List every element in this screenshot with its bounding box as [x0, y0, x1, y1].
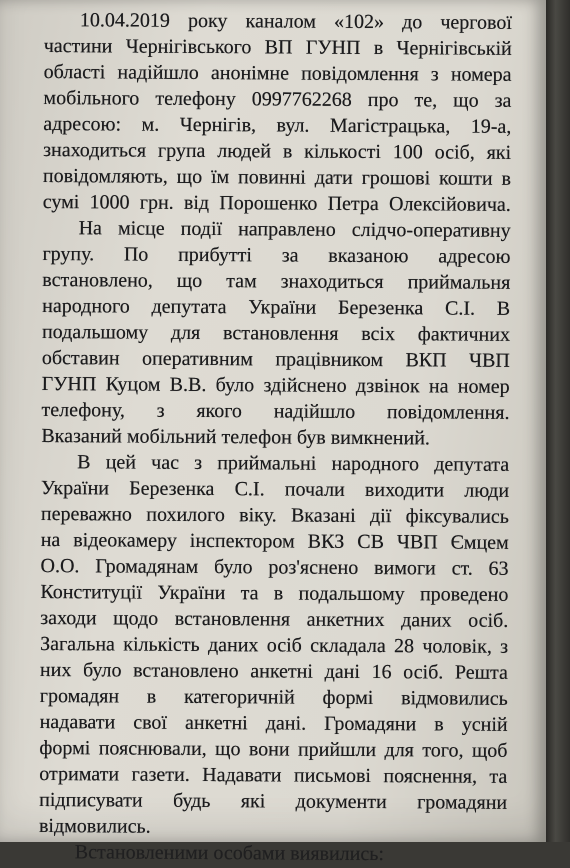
- text-line: знаходиться група людей в кількості 100 осіб, які: [43, 138, 512, 164]
- text-line: ГУНП Куцом В.В. було здійснено дзвінок на номер: [41, 372, 510, 398]
- text-line: на відеокамеру інспектором ВКЗ СВ ЧВП Ємцем: [40, 528, 509, 554]
- text-line: громадян в категоричній формі відмовились: [39, 684, 508, 710]
- text-line: заходи щодо встановлення анкетних даних осіб.: [40, 606, 509, 632]
- text-line: України Березенка С.І. почали виходити люди: [40, 476, 510, 502]
- background-edge: [546, 0, 570, 842]
- text-line: Встановленими особами виявились:: [74, 841, 385, 866]
- text-line: підписувати будь які документи громадяни: [39, 788, 508, 814]
- document-body: [39, 7, 512, 868]
- text-line: отримати газети. Надавати письмові пояснення, та: [39, 762, 508, 788]
- text-line: Загальна кількість даних осіб складала 28 чоловік, з: [40, 632, 509, 658]
- text-line: обставин оперативним працівником ВКП ЧВП: [41, 346, 510, 372]
- text-line: На місце події направлено слідчо-оперативну: [78, 217, 511, 242]
- text-line: області надійшло анонімне повідомлення з номера: [43, 60, 512, 86]
- text-line: О.О. Громадянам було роз'яснено вимоги ст. 63: [40, 554, 509, 580]
- text-line: Конституції України та в подальшому проведено: [40, 580, 509, 606]
- text-line: частини Чернігівського ВП ГУНП в Чернігівській: [43, 34, 512, 60]
- text-line: повідомляють, що їм повинні дати грошові кошти в: [42, 164, 512, 190]
- text-line: мобільного телефону 0997762268 про те, що за: [43, 86, 512, 112]
- text-line: 10.04.2019 року каналом «102» до чергової: [79, 9, 512, 34]
- text-line: переважно похилого віку. Вказані дії фіксувались: [40, 502, 509, 528]
- text-line: формі пояснювали, що вони прийшли для того, щоб: [39, 736, 508, 762]
- text-line: народного депутата України Березенка С.І. В: [42, 294, 511, 320]
- text-line: них було встановлено анкетні дані 16 осіб. Решта: [39, 658, 509, 684]
- text-line: Вказаний мобільний телефон був вимкнений.: [41, 424, 431, 450]
- text-line: групу. По прибутті за вказаною адресою: [42, 242, 511, 268]
- text-line: відмовились.: [38, 814, 151, 838]
- text-line: сумі 1000 грн. від Порошенко Петра Олексійовича.: [42, 190, 511, 216]
- text-line: адресою: м. Чернігів, вул. Магістрацька, 19-а,: [43, 112, 512, 138]
- text-line: встановлено, що там знаходиться приймальня: [42, 268, 511, 294]
- text-line: В цей час з приймальні народного депутата: [77, 451, 510, 476]
- text-line: телефону, з якого надійшло повідомлення.: [41, 398, 510, 424]
- text-line: надавати свої анкетні дані. Громадяни в усній: [39, 710, 508, 736]
- text-line: подальшому для встановлення всіх фактичних: [41, 320, 511, 346]
